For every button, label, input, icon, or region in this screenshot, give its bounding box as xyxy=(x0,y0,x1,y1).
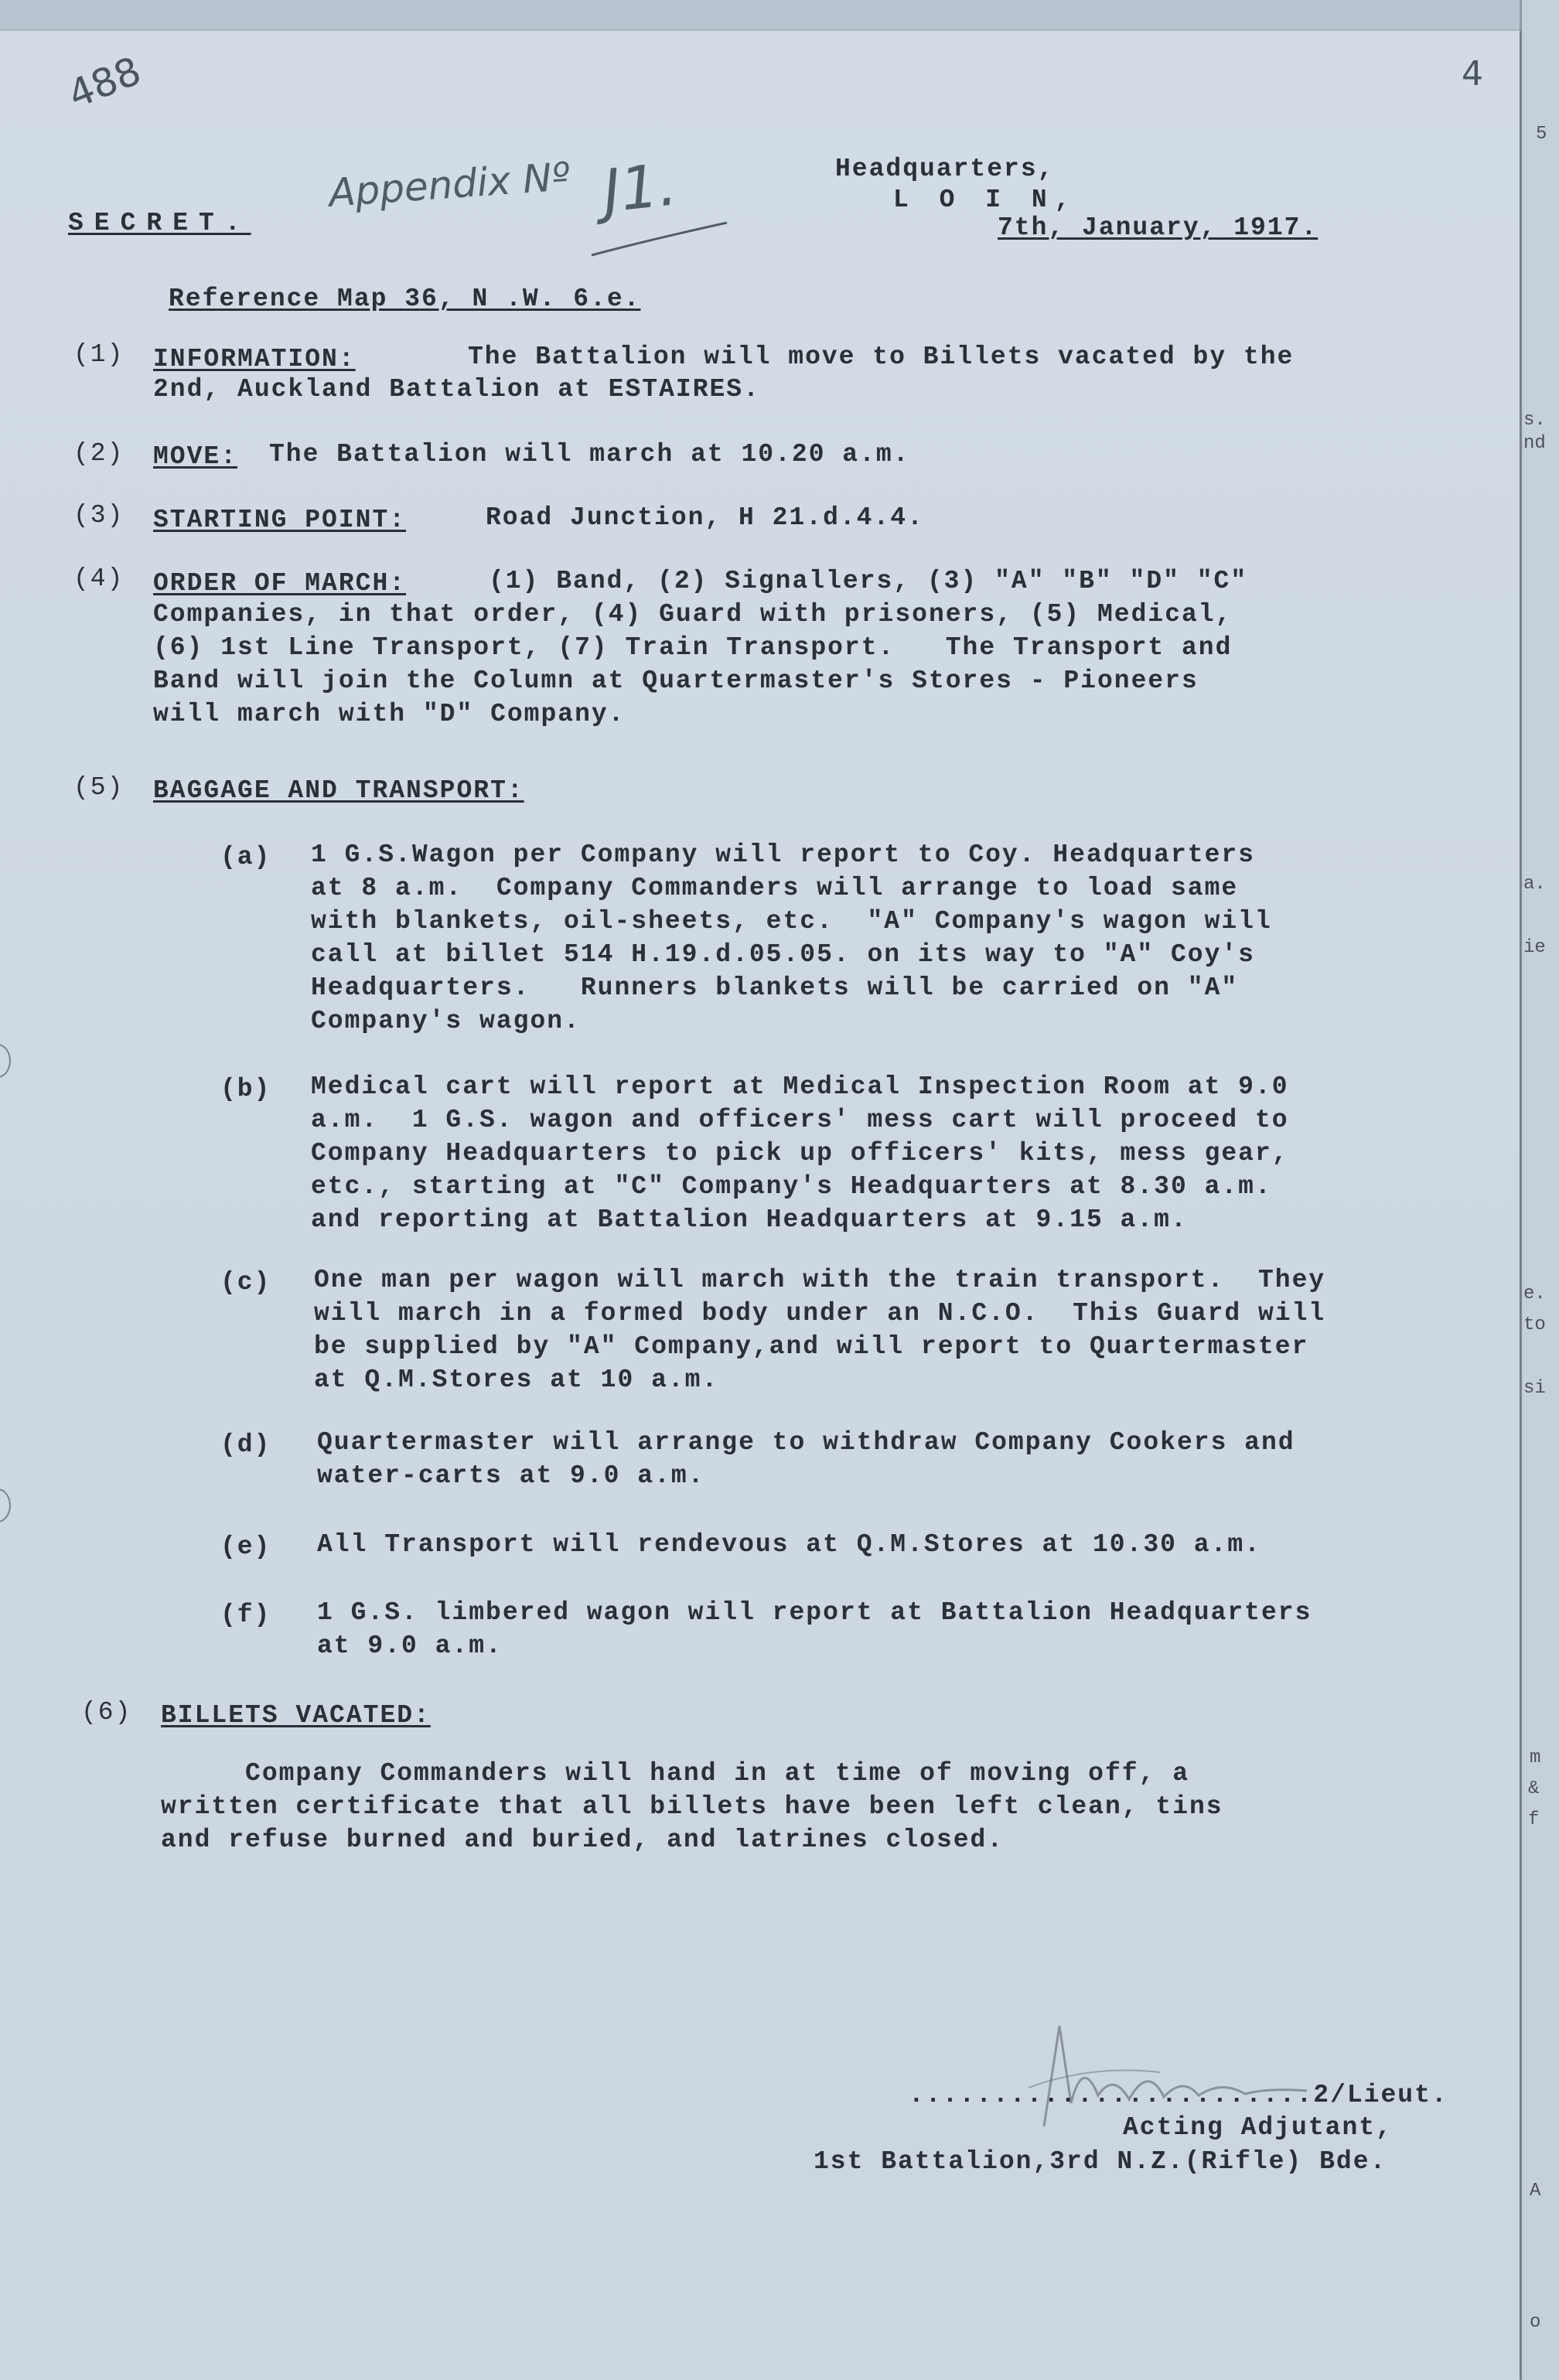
section-number: (6) xyxy=(81,1698,132,1727)
edge-fragment: o xyxy=(1530,2312,1541,2333)
appendix-label: Appendix Nº xyxy=(327,154,571,216)
corner-page-number: 4 xyxy=(1462,54,1483,94)
section-heading: STARTING POINT: xyxy=(153,506,407,534)
sub-item-line: at 9.0 a.m. xyxy=(317,1632,503,1660)
sub-item-line: One man per wagon will march with the train transport. They xyxy=(314,1266,1326,1294)
section-line: and refuse burned and buried, and latrines closed. xyxy=(161,1826,1005,1854)
section-number: (2) xyxy=(73,439,125,468)
sub-item-line: at 8 a.m. Company Commanders will arrange to load same xyxy=(311,874,1239,902)
section-heading: INFORMATION: xyxy=(153,345,356,373)
folio-number: 488 xyxy=(62,48,148,118)
sub-item-letter: (a) xyxy=(220,843,271,871)
appendix-underline xyxy=(588,217,735,263)
sub-item-letter: (d) xyxy=(220,1430,271,1459)
sub-item-line: 1 G.S. limbered wagon will report at Battalion Headquarters xyxy=(317,1598,1312,1627)
sub-item-letter: (e) xyxy=(220,1533,271,1561)
classification-stamp: SECRET. xyxy=(68,209,251,237)
section-line: Company Commanders will hand in at time of moving off, a xyxy=(161,1759,1189,1788)
document-date: 7th, January, 1917. xyxy=(998,213,1318,242)
section-heading: ORDER OF MARCH: xyxy=(153,569,407,598)
edge-fragment: A xyxy=(1530,2181,1541,2201)
section-line: Road Junction, H 21.d.4.4. xyxy=(486,503,924,532)
section-line: The Battalion will march at 10.20 a.m. xyxy=(269,440,910,469)
edge-fragment: e. xyxy=(1523,1284,1546,1304)
punch-hole xyxy=(0,1488,11,1522)
document-page xyxy=(0,31,1520,2380)
punch-hole xyxy=(0,1044,11,1078)
section-line: will march with "D" Company. xyxy=(153,700,626,728)
section-number: (5) xyxy=(73,773,125,802)
sub-item-line: Company Headquarters to pick up officers' kits, mess gear, xyxy=(311,1139,1289,1168)
sub-item-line: will march in a formed body under an N.C.O. This Guard will xyxy=(314,1299,1326,1328)
sub-item-line: be supplied by "A" Company,and will report to Quartermaster xyxy=(314,1332,1309,1361)
sub-item-line: Company's wagon. xyxy=(311,1007,581,1035)
edge-fragment: & xyxy=(1528,1778,1540,1799)
hq-line2: L O I N, xyxy=(893,186,1078,214)
section-heading: BILLETS VACATED: xyxy=(161,1701,431,1730)
adjacent-page-edge xyxy=(1520,0,1559,2380)
section-number: (1) xyxy=(73,340,125,369)
sub-item-line: at Q.M.Stores at 10 a.m. xyxy=(314,1366,719,1394)
section-heading: MOVE: xyxy=(153,442,238,471)
section-line: 2nd, Auckland Battalion at ESTAIRES. xyxy=(153,375,760,404)
signature-title: Acting Adjutant, xyxy=(1123,2113,1393,2142)
edge-fragment: nd xyxy=(1523,433,1546,454)
map-reference: Reference Map 36, N .W. 6.e. xyxy=(169,285,641,313)
section-line: written certificate that all billets have been left clean, tins xyxy=(161,1792,1223,1821)
edge-fragment: ie xyxy=(1523,937,1546,958)
edge-fragment: s. xyxy=(1523,410,1546,431)
appendix-number: J1. xyxy=(599,149,681,226)
edge-fragment: to xyxy=(1523,1314,1546,1335)
section-heading: BAGGAGE AND TRANSPORT: xyxy=(153,776,524,805)
sub-item-letter: (b) xyxy=(220,1075,271,1103)
edge-fragment: f xyxy=(1528,1809,1540,1830)
sub-item-line: Quartermaster will arrange to withdraw Company Cookers and xyxy=(317,1428,1295,1457)
sub-item-line: and reporting at Battalion Headquarters at 9.15 a.m. xyxy=(311,1205,1188,1234)
edge-fragment: m xyxy=(1530,1747,1541,1768)
edge-fragment: si xyxy=(1523,1378,1546,1399)
sub-item-line: Medical cart will report at Medical Inspection Room at 9.0 xyxy=(311,1072,1289,1101)
sub-item-line: a.m. 1 G.S. wagon and officers' mess cart will proceed to xyxy=(311,1106,1289,1134)
section-line: Companies, in that order, (4) Guard with prisoners, (5) Medical, xyxy=(153,600,1233,629)
sub-item-line: 1 G.S.Wagon per Company will report to Coy. Headquarters xyxy=(311,841,1255,869)
section-line: Band will join the Column at Quartermaster's Stores - Pioneers xyxy=(153,667,1199,695)
edge-fragment: 5 xyxy=(1536,124,1547,145)
sub-item-line: with blankets, oil-sheets, etc. "A" Company's wagon will xyxy=(311,907,1272,936)
sub-item-line: Headquarters. Runners blankets will be carried on "A" xyxy=(311,973,1239,1002)
signature-unit: 1st Battalion,3rd N.Z.(Rifle) Bde. xyxy=(814,2147,1387,2176)
hq-line1: Headquarters, xyxy=(835,155,1055,183)
section-line: (1) Band, (2) Signallers, (3) "A" "B" "D" "C" xyxy=(489,567,1248,595)
edge-fragment: a. xyxy=(1523,874,1546,895)
sub-item-line: water-carts at 9.0 a.m. xyxy=(317,1461,705,1490)
section-number: (4) xyxy=(73,564,125,593)
signature-rank-line: ........................2/Lieut. xyxy=(909,2081,1448,2109)
section-line: (6) 1st Line Transport, (7) Train Transport. The Transport and xyxy=(153,633,1233,662)
section-number: (3) xyxy=(73,501,125,530)
sub-item-line: etc., starting at "C" Company's Headquarters at 8.30 a.m. xyxy=(311,1172,1272,1201)
sub-item-letter: (c) xyxy=(220,1268,271,1297)
sub-item-line: All Transport will rendevous at Q.M.Stores at 10.30 a.m. xyxy=(317,1530,1261,1559)
sub-item-line: call at billet 514 H.19.d.05.05. on its way to "A" Coy's xyxy=(311,940,1255,969)
section-line: The Battalion will move to Billets vacated by the xyxy=(468,343,1295,371)
sub-item-letter: (f) xyxy=(220,1601,271,1629)
